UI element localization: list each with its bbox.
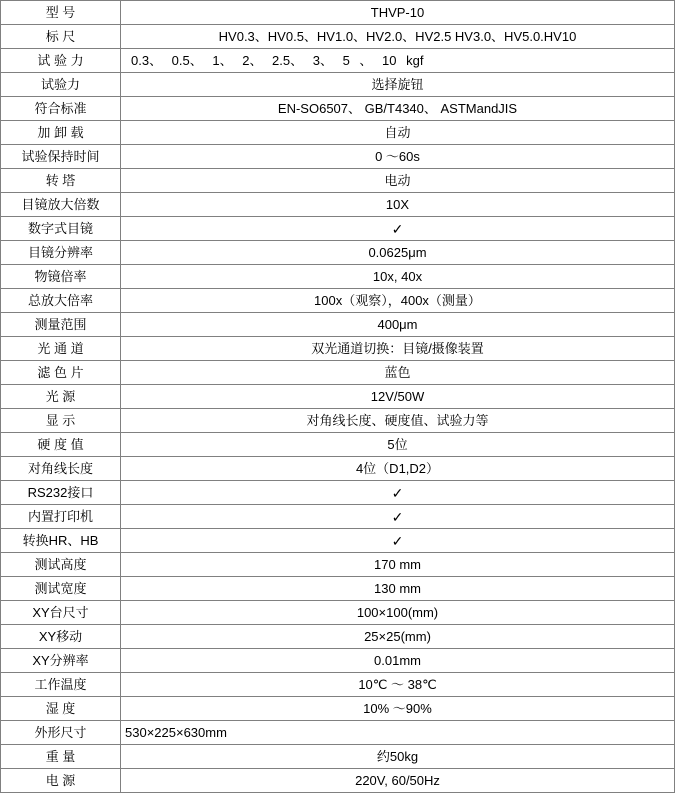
spec-label: 转换HR、HB: [1, 529, 121, 553]
spec-value-text: 0.3、 0.5、 1、 2、 2.5、 3、 5 、 10 kgf: [131, 53, 424, 68]
spec-label: 外形尺寸: [1, 721, 121, 745]
spec-label: XY移动: [1, 625, 121, 649]
spec-value: 蓝色: [121, 361, 675, 385]
table-row: [1, 337, 675, 361]
spec-label: XY分辨率: [1, 649, 121, 673]
spec-label: 测量范围: [1, 313, 121, 337]
table-row: [1, 745, 675, 769]
spec-label: 总放大倍率: [1, 289, 121, 313]
table-row: [1, 409, 675, 433]
spec-value: 100×100(mm): [121, 601, 675, 625]
spec-value: 电动: [121, 169, 675, 193]
spec-value: 10X: [121, 193, 675, 217]
spec-label: XY台尺寸: [1, 601, 121, 625]
table-row: [1, 481, 675, 505]
spec-label: 目镜分辨率: [1, 241, 121, 265]
spec-label: 对角线长度: [1, 457, 121, 481]
spec-value: 10℃ ～ 38℃: [121, 673, 675, 697]
table-row: [1, 217, 675, 241]
spec-value: 10% ～90%: [121, 697, 675, 721]
table-row: [1, 97, 675, 121]
spec-label: 电 源: [1, 769, 121, 793]
spec-label: 试 验 力: [1, 49, 121, 73]
spec-label: 试验力: [1, 73, 121, 97]
check-icon: ✓: [391, 508, 404, 525]
spec-label: 符合标准: [1, 97, 121, 121]
table-row: [1, 649, 675, 673]
spec-value: HV0.3、HV0.5、HV1.0、HV2.0、HV2.5 HV3.0、HV5.0.HV10: [121, 25, 675, 49]
spec-value: 4位（D1,D2）: [121, 457, 675, 481]
table-row: [1, 457, 675, 481]
spec-value: THVP-10: [121, 1, 675, 25]
table-row: [1, 49, 675, 73]
table-row: [1, 1, 675, 25]
table-row: [1, 577, 675, 601]
table-row: [1, 289, 675, 313]
spec-value: 自动: [121, 121, 675, 145]
table-row: [1, 673, 675, 697]
spec-value: 对角线长度、硬度值、试验力等: [121, 409, 675, 433]
table-row: [1, 121, 675, 145]
table-row: [1, 697, 675, 721]
table-row: [1, 601, 675, 625]
spec-label: 工作温度: [1, 673, 121, 697]
spec-label: 试验保持时间: [1, 145, 121, 169]
spec-value: 10x, 40x: [121, 265, 675, 289]
spec-value: 0.01mm: [121, 649, 675, 673]
spec-label: 内置打印机: [1, 505, 121, 529]
table-row: [1, 529, 675, 553]
spec-label: 转 塔: [1, 169, 121, 193]
spec-value: [121, 529, 675, 553]
spec-value: [121, 481, 675, 505]
table-row: [1, 241, 675, 265]
spec-label: 光 源: [1, 385, 121, 409]
spec-label: 型 号: [1, 1, 121, 25]
spec-value: 170 mm: [121, 553, 675, 577]
table-row: [1, 169, 675, 193]
check-icon: ✓: [391, 484, 404, 501]
spec-value: 0.0625μm: [121, 241, 675, 265]
specifications-table-body: [1, 1, 675, 793]
table-row: [1, 385, 675, 409]
spec-value: 双光通道切换：目镜/摄像装置: [121, 337, 675, 361]
table-row: [1, 265, 675, 289]
table-row: [1, 73, 675, 97]
spec-label: RS232接口: [1, 481, 121, 505]
spec-value: 220V, 60/50Hz: [121, 769, 675, 793]
spec-value: 约50kg: [121, 745, 675, 769]
table-row: [1, 145, 675, 169]
table-row: [1, 313, 675, 337]
spec-label: 目镜放大倍数: [1, 193, 121, 217]
spec-value: [121, 505, 675, 529]
spec-label: 显 示: [1, 409, 121, 433]
table-row: [1, 721, 675, 745]
spec-value: 25×25(mm): [121, 625, 675, 649]
table-row: [1, 361, 675, 385]
spec-value: [121, 49, 675, 73]
spec-label: 标 尺: [1, 25, 121, 49]
table-row: [1, 193, 675, 217]
spec-value: 选择旋钮: [121, 73, 675, 97]
spec-label: 滤 色 片: [1, 361, 121, 385]
table-row: [1, 433, 675, 457]
check-icon: ✓: [391, 532, 404, 549]
table-row: [1, 25, 675, 49]
spec-label: 加 卸 载: [1, 121, 121, 145]
spec-value: 530×225×630mm: [121, 721, 675, 745]
spec-label: 光 通 道: [1, 337, 121, 361]
spec-label: 测试宽度: [1, 577, 121, 601]
spec-value: [121, 217, 675, 241]
table-row: [1, 625, 675, 649]
spec-value: 400μm: [121, 313, 675, 337]
table-row: [1, 505, 675, 529]
spec-label: 重 量: [1, 745, 121, 769]
check-icon: ✓: [391, 220, 404, 237]
spec-value: 130 mm: [121, 577, 675, 601]
table-row: [1, 553, 675, 577]
spec-label: 数字式目镜: [1, 217, 121, 241]
spec-value: 100x（观察），400x（测量）: [121, 289, 675, 313]
spec-value: 0 ～60s: [121, 145, 675, 169]
spec-label: 湿 度: [1, 697, 121, 721]
spec-value: 5位: [121, 433, 675, 457]
spec-label: 物镜倍率: [1, 265, 121, 289]
table-row: [1, 769, 675, 793]
spec-label: 测试高度: [1, 553, 121, 577]
spec-value: EN-SO6507、 GB/T4340、 ASTMandJIS: [121, 97, 675, 121]
spec-label: 硬 度 值: [1, 433, 121, 457]
spec-value: 12V/50W: [121, 385, 675, 409]
